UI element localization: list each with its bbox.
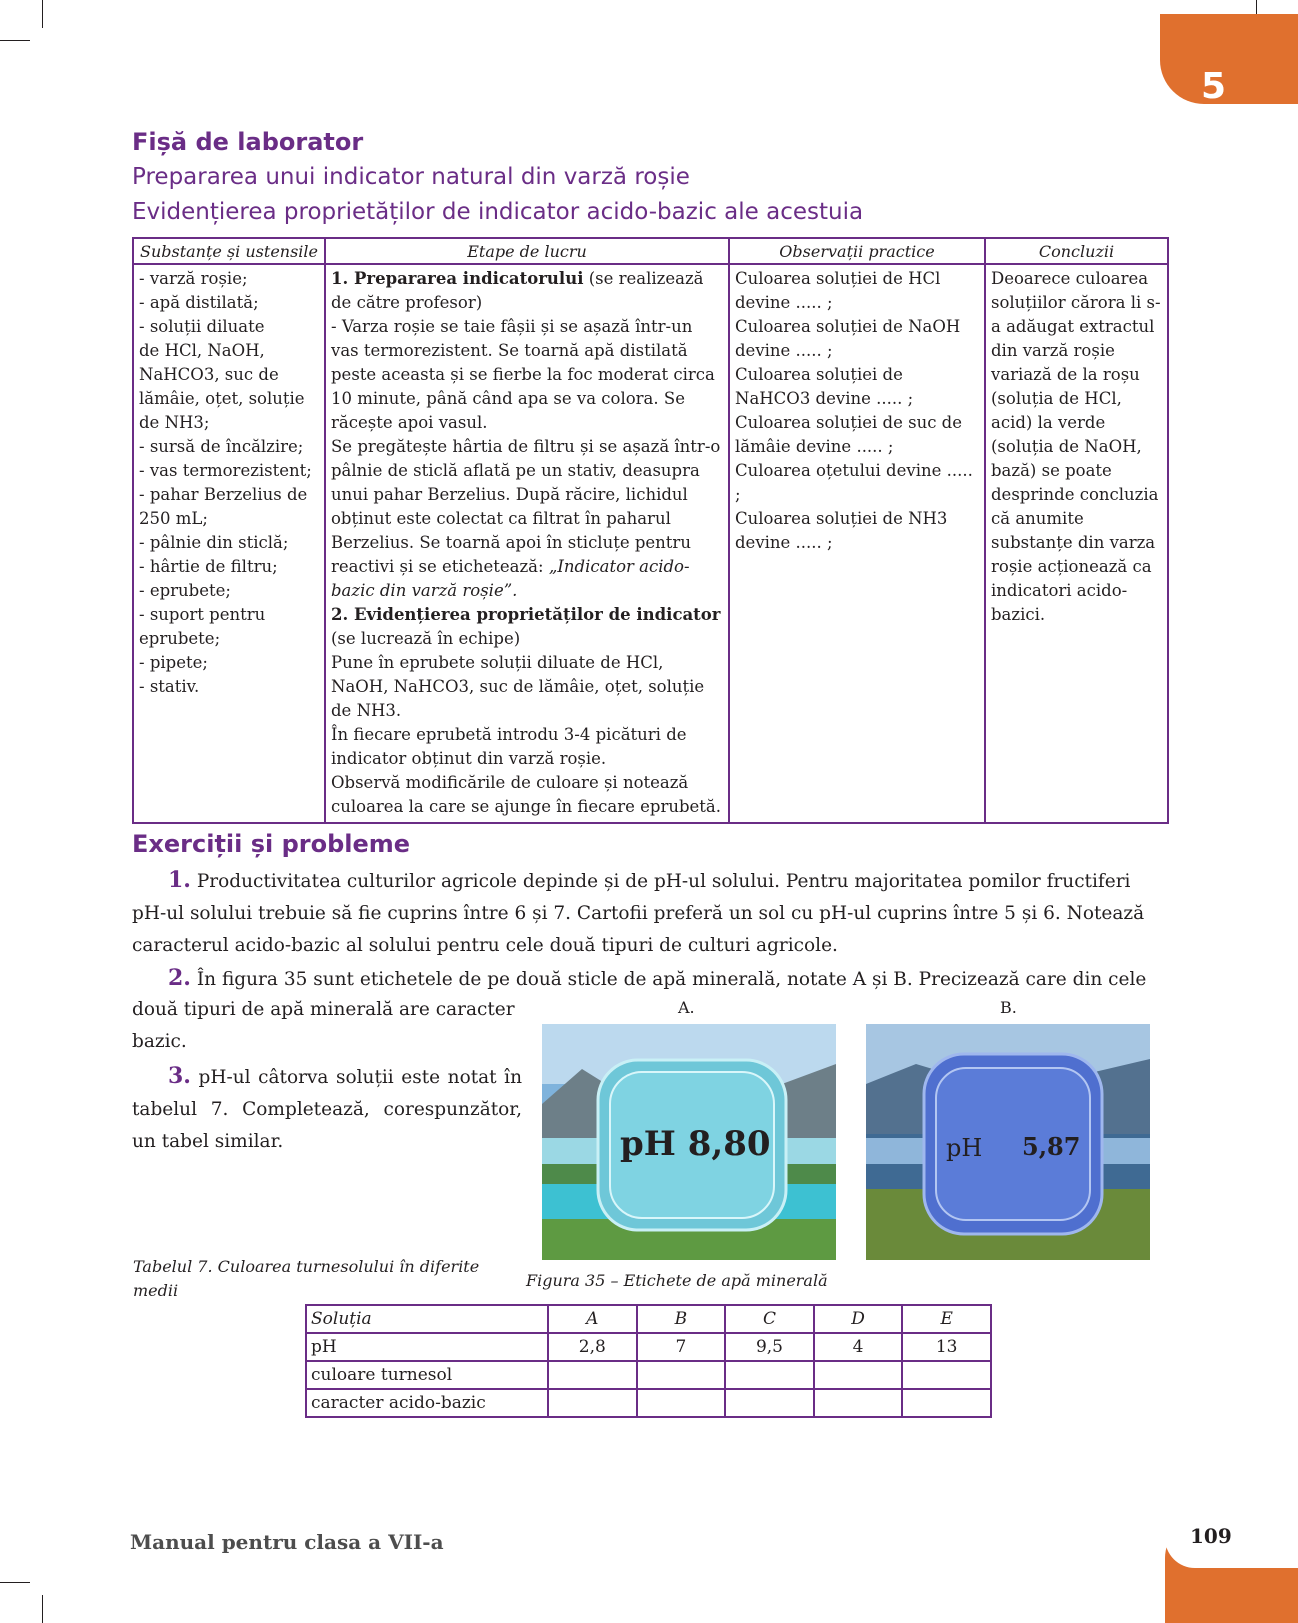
figure-label-a: A. <box>678 998 695 1017</box>
crop-mark <box>42 0 43 28</box>
conclusion-text: Deoarece culoarea soluțiilor cărora li s-a adăugat extractul din varză roșie variază de la roșu (soluția de HCl, acid) la verde (soluția de NaOH, bază) se poate desprinde concluzia că anumite substanțe din varza roșie acționează ca indicatori acido-bazici. <box>991 269 1161 624</box>
chapter-tab <box>1160 14 1298 104</box>
table-row <box>306 1361 991 1389</box>
chapter-number: 5 <box>1201 66 1227 107</box>
table-cell <box>902 1389 991 1417</box>
ph-value-b: 5,87 <box>1022 1132 1081 1161</box>
table-cell: 4 <box>814 1333 903 1361</box>
list-item: - vas termorezistent; <box>139 461 312 480</box>
step-title: 2. Evidențierea proprietăților de indicator <box>331 605 721 624</box>
step-paragraph: În fiecare eprubetă introdu 3-4 picături de indicator obținut din varză roșie. <box>331 725 687 768</box>
table-cell: pH <box>306 1333 548 1361</box>
observation-item: Culoarea soluției de NH3 devine ..... ; <box>735 509 948 552</box>
conclusion-cell <box>985 264 1168 823</box>
table-cell: 7 <box>637 1333 726 1361</box>
indicator-label: „Indicator acido-bazic din varză roșie”. <box>331 557 690 600</box>
step-title: 1. Prepararea indicatorului <box>331 269 584 288</box>
observation-item: Culoarea soluției de NaOH devine ..... ; <box>735 317 961 360</box>
list-item: de HCl, NaOH, <box>139 341 265 360</box>
list-item: - eprubete; <box>139 581 231 600</box>
table-cell: 13 <box>902 1333 991 1361</box>
table-cell <box>725 1389 814 1417</box>
step-paragraph: Se pregătește hârtia de filtru și se așază într-o pâlnie de sticlă aflată pe un stativ, deasupra unui pahar Berzelius. După răcire, lichidul obținut este colectat ca filtrat în paharul Berzelius. Se toarnă apoi în sticluțe pentru reactivi și se etichetează: <box>331 437 721 576</box>
crop-mark <box>0 40 30 41</box>
observations-cell <box>729 264 985 823</box>
figure-caption: Figura 35 – Etichete de apă minerală <box>526 1271 828 1290</box>
list-item: de NH3; <box>139 413 210 432</box>
table-cell <box>548 1389 637 1417</box>
list-item: eprubete; <box>139 629 221 648</box>
list-item: - soluții diluate <box>139 317 265 336</box>
step-note: (se lucrează în echipe) <box>331 629 521 648</box>
table-7-caption: Tabelul 7. Culoarea turnesolului în diferite medii <box>133 1257 480 1300</box>
table-cell <box>814 1389 903 1417</box>
mineral-water-label-b-image <box>866 1024 1150 1260</box>
table-cell: D <box>814 1305 903 1333</box>
table-cell <box>725 1361 814 1389</box>
step-note: (se realizează de către profesor) <box>331 269 704 312</box>
lab-table <box>132 237 1169 824</box>
exercise-number: 3. <box>168 1063 191 1089</box>
exercise-number: 2. <box>168 965 191 991</box>
column-header: Observații practice <box>729 238 985 264</box>
exercise-text: Productivitatea culturilor agricole depinde și de pH-ul solului. Pentru majoritatea pomilor fructiferi pH-ul solului trebuie să fie cuprins între 6 și 7. Cartofii preferă un sol cu pH-ul cuprins între 5 și 6. Notează caracterul acido-bazic al solului pentru cele două tipuri de culturi agricole. <box>132 871 1145 956</box>
exercises-heading: Exerciții și probleme <box>132 830 411 858</box>
substances-cell <box>133 264 325 823</box>
column-header: Substanțe și ustensile <box>133 238 325 264</box>
table-row <box>306 1305 991 1333</box>
page-subtitle: Prepararea unui indicator natural din varză roșie <box>132 164 690 190</box>
list-item: lămâie, oțet, soluție <box>139 389 305 408</box>
crop-mark <box>0 1582 30 1583</box>
step-paragraph: Observă modificările de culoare și notează culoarea la care se ajunge în fiecare eprubetă. <box>331 773 722 816</box>
ph-label-b: pH <box>946 1134 983 1162</box>
page-number: 109 <box>1190 1524 1232 1548</box>
table-cell: culoare turnesol <box>306 1361 548 1389</box>
figure-label-b: B. <box>1000 998 1017 1017</box>
mineral-water-label-a-image <box>542 1024 836 1260</box>
exercise-2-line-1 <box>132 962 1167 996</box>
table-cell: C <box>725 1305 814 1333</box>
list-item: - hârtie de filtru; <box>139 557 278 576</box>
observation-item: Culoarea soluției de NaHCO3 devine ..... ; <box>735 365 914 408</box>
step-paragraph: Pune în eprubete soluții diluate de HCl, NaOH, NaHCO3, suc de lămâie, oțet, soluție de NH3. <box>331 653 705 720</box>
exercise-2-line-2: două tipuri de apă minerală are caracter bazic. <box>132 999 515 1052</box>
list-item: - suport pentru <box>139 605 266 624</box>
exercise-text: În figura 35 sunt etichetele de pe două sticle de apă minerală, notate A și B. Precizează care din cele <box>196 969 1147 990</box>
exercise-text: pH-ul câtorva soluții este notat în tabelul 7. Completează, corespunzător, un tabel similar. <box>132 1067 522 1152</box>
list-item: NaHCO3, suc de <box>139 365 279 384</box>
exercise-3 <box>132 1060 522 1158</box>
table-cell: Soluția <box>306 1305 548 1333</box>
list-item: - pâlnie din sticlă; <box>139 533 289 552</box>
table-cell: caracter acido-bazic <box>306 1389 548 1417</box>
list-item: 250 mL; <box>139 509 208 528</box>
list-item: - pipete; <box>139 653 208 672</box>
observation-item: Culoarea soluției de suc de lămâie devine ..... ; <box>735 413 963 456</box>
ph-value-a: pH 8,80 <box>620 1124 771 1164</box>
table-cell: A <box>548 1305 637 1333</box>
column-header: Etape de lucru <box>325 238 729 264</box>
observation-item: Culoarea soluției de HCl devine ..... ; <box>735 269 941 312</box>
exercise-number: 1. <box>168 867 191 893</box>
table-cell <box>902 1361 991 1389</box>
table-cell <box>548 1361 637 1389</box>
table-7 <box>305 1304 992 1418</box>
steps-cell <box>325 264 729 823</box>
footer-title: Manual pentru clasa a VII-a <box>130 1530 444 1554</box>
table-cell <box>637 1361 726 1389</box>
table-row <box>306 1389 991 1417</box>
list-item: - apă distilată; <box>139 293 259 312</box>
table-cell: B <box>637 1305 726 1333</box>
table-cell: E <box>902 1305 991 1333</box>
table-cell: 9,5 <box>725 1333 814 1361</box>
landscape-b-graphic <box>866 1024 1150 1260</box>
table-cell <box>637 1389 726 1417</box>
observation-item: Culoarea oțetului devine ..... ; <box>735 461 973 504</box>
exercise-1 <box>132 864 1167 962</box>
table-cell: 2,8 <box>548 1333 637 1361</box>
page-subtitle: Evidențierea proprietăților de indicator acido-bazic ale acestuia <box>132 199 864 225</box>
column-header: Concluzii <box>985 238 1168 264</box>
table-row <box>306 1333 991 1361</box>
crop-mark <box>42 1595 43 1623</box>
list-item: - pahar Berzelius de <box>139 485 308 504</box>
step-paragraph: - Varza roșie se taie fâșii și se așază într-un vas termorezistent. Se toarnă apă distilată peste aceasta și se fierbe la foc moderat circa 10 minute, până când apa se va colora. Se răcește apoi vasul. <box>331 317 715 432</box>
list-item: - stativ. <box>139 677 200 696</box>
table-cell <box>814 1361 903 1389</box>
list-item: - sursă de încălzire; <box>139 437 304 456</box>
page-title: Fișă de laborator <box>132 128 364 156</box>
list-item: - varză roșie; <box>139 269 248 288</box>
